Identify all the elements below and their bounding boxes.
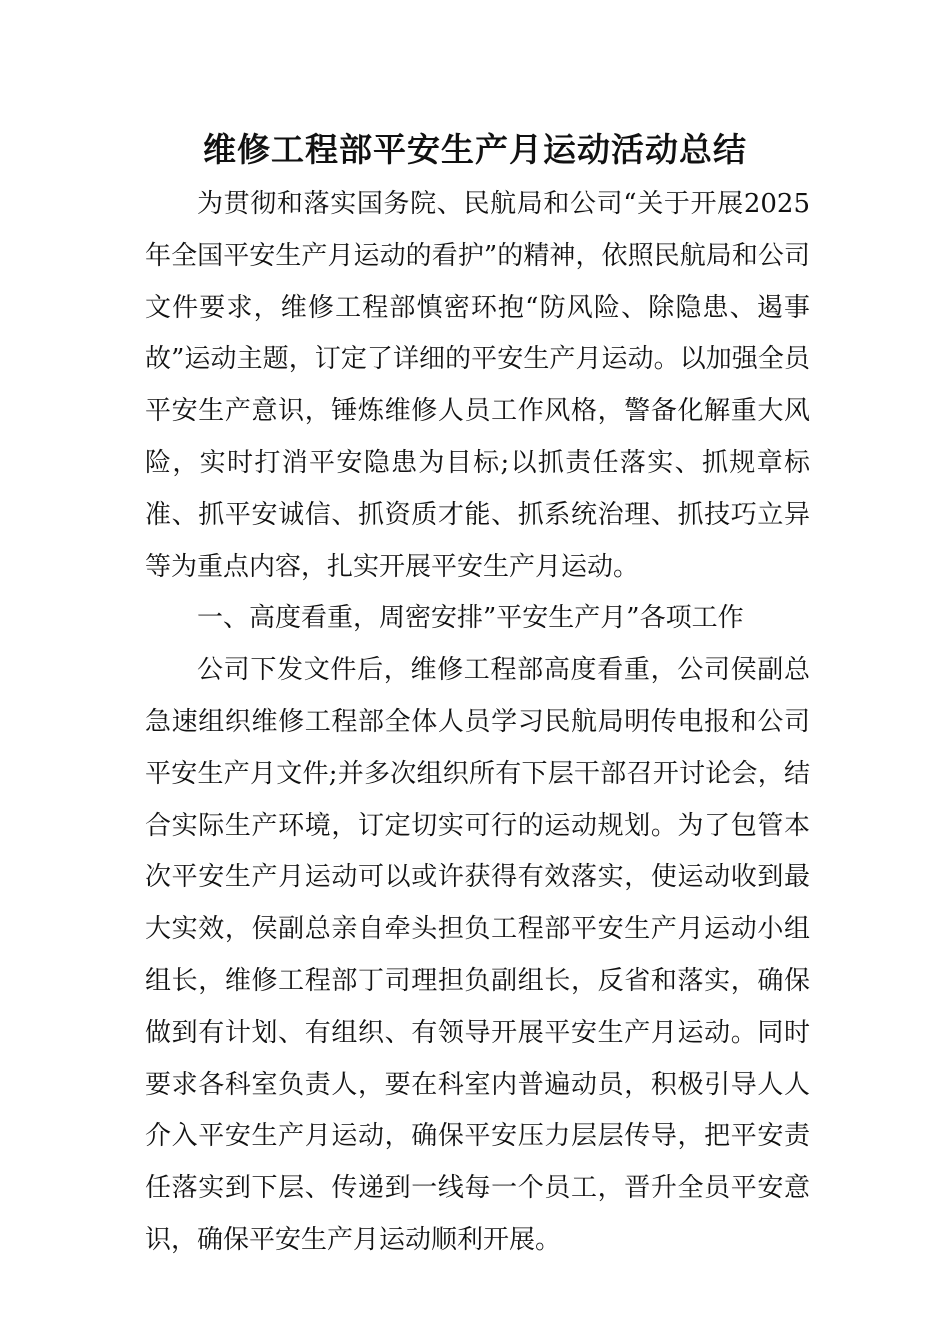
intro-paragraph: 为贯彻和落实国务院、民航局和公司“关于开展2025年全国平安生产月运动的看护”的精神，依照民航局和公司文件要求，维修工程部慎密环抱“防风险、除隐患、遏事故”运动主题，订定了详细的平安生产月运动。以加强全员平安生产意识，锤炼维修人员工作风格，警备化解重大风险，实时打消平安隐患为目标;以抓责任落实、抓规章标准、抓平安诚信、抓资质才能、抓系统治理、抓技巧立异等为重点内容，扎实开展平安生产月运动。 — [145, 189, 810, 582]
section-1-paragraph: 公司下发文件后，维修工程部高度看重，公司侯副总急速组织维修工程部全体人员学习民航局明传电报和公司平安生产月文件;并多次组织所有下层干部召开讨论会，结合实际生产环境，订定切实可行的运动规划。为了包管本次平安生产月运动可以或许获得有效落实，使运动收到最大实效，侯副总亲自牵头担负工程部平安生产月运动小组组长，维修工程部丁司理担负副组长，反省和落实，确保做到有计划、有组织、有领导开展平安生产月运动。同时要求各科室负责人，要在科室内普遍动员，积极引导人人介入平安生产月运动，确保平安压力层层传导，把平安责任落实到下层、传递到一线每一个员工，晋升全员平安意识，确保平安生产月运动顺利开展。 — [145, 655, 810, 1255]
document-body — [145, 179, 810, 1267]
section-heading-1: 一、高度看重，周密安排”平安生产月”各项工作 — [197, 603, 744, 634]
document-title: 维修工程部平安生产月运动活动总结 — [203, 130, 747, 169]
